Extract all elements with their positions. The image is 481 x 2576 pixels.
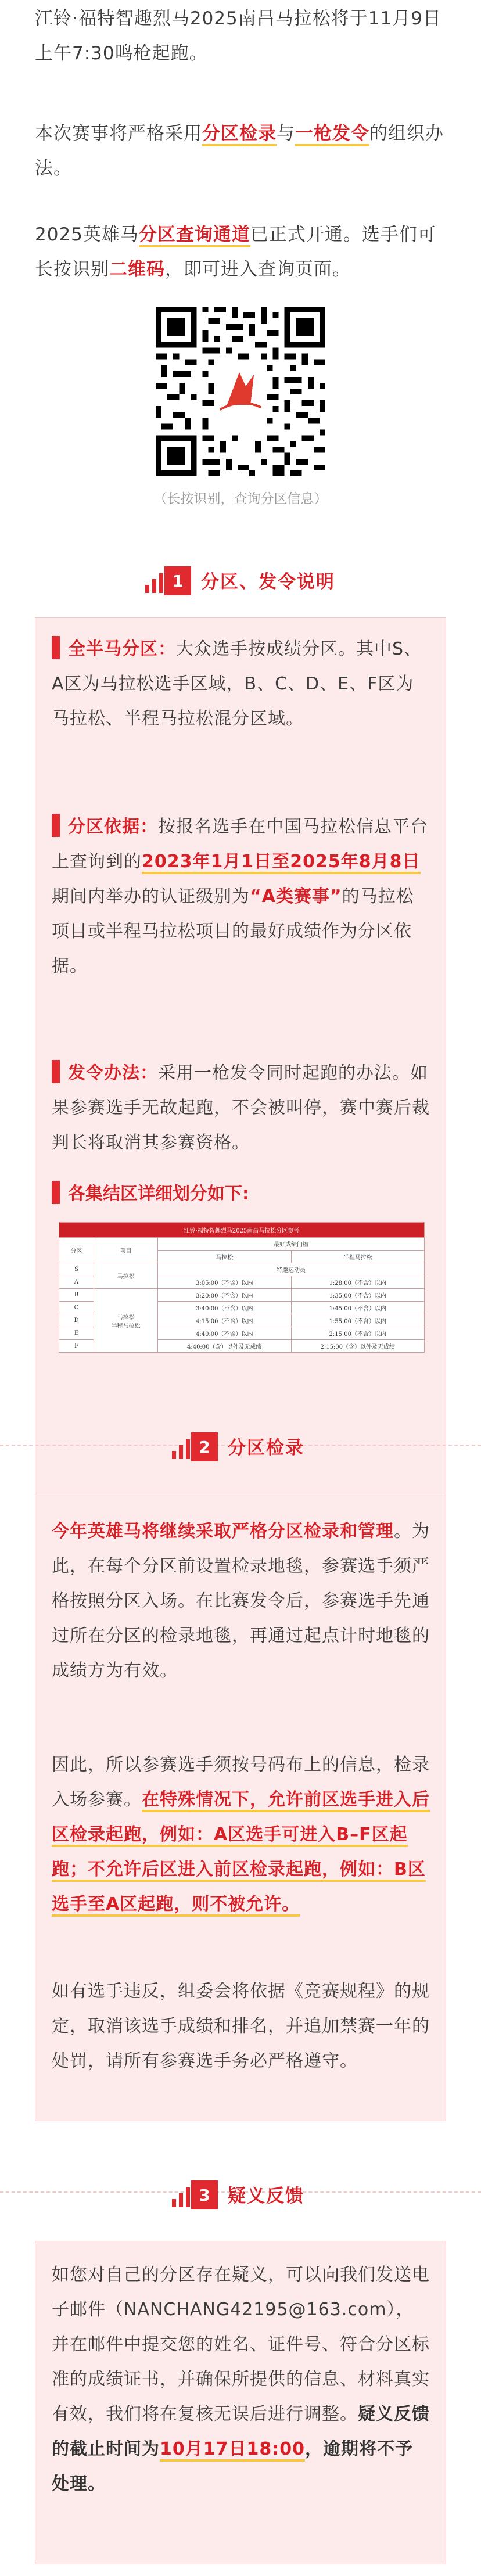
start-method-paragraph: 发令办法：采用一枪发令同时起跑的办法。如果参赛选手无故起跑，不会被叫停，赛中赛后裁判长将取消其参赛资格。 — [52, 1056, 430, 1161]
bullet-square — [52, 1181, 60, 1204]
section1-box — [35, 617, 446, 1558]
col-full: 马拉松 — [158, 1251, 292, 1263]
table-row: B 马拉松 半程马拉松 3:20:00（不含）以内 1:35:00（不含）以内 — [59, 1289, 425, 1302]
section2-header — [0, 1421, 481, 1467]
bars-icon — [172, 2187, 190, 2207]
section3-title: 疑义反馈 — [228, 2186, 304, 2207]
col-half: 半程马拉松 — [291, 1251, 425, 1263]
section1-number: 1 — [164, 566, 191, 595]
section1-title: 分区、发令说明 — [201, 572, 335, 592]
table-row: C 3:40:00（不含）以内 1:45:00（不含）以内 — [59, 1302, 425, 1314]
keyword-qrcode: 二维码 — [109, 259, 165, 280]
checkin-paragraph2: 因此，所以参赛选手须按号码布上的信息，检录入场参赛。在特殊情况下，允许前区选手进入后区检录起跑，例如：A区选手可进入B–F区起跑；不允许后区进入前区检录起跑，例如：B区选手至A区起跑，则不被允许。 — [52, 1748, 430, 1922]
bullet-square — [52, 636, 60, 659]
checkin-paragraph1: 今年英雄马将继续采取严格分区检录和管理。为此，在每个分区前设置检录地毯，参赛选手须严格按照分区入场。在比赛发令后，参赛选手先通过所在分区的检录地毯，再通过起点计时地毯的成绩方为有效。 — [52, 1521, 430, 1681]
grade-label: “A类赛事” — [250, 886, 342, 907]
bullet-square — [52, 814, 60, 837]
bars-icon — [172, 1439, 190, 1459]
section2-number: 2 — [191, 1432, 218, 1461]
table-title: 各集结区详细划分如下: — [52, 1179, 249, 1205]
special-case-rule: 在特殊情况下，允许前区选手进入后区检录起跑，例如：A区选手可进入B–F区起跑；不允许后区进入前区检录起跑，例如：B区选手至A区起跑，则不被允许。 — [52, 1790, 430, 1917]
zone-table — [59, 1222, 425, 1353]
intro-line1: 江铃·福特智趣烈马2025南昌马拉松将于11月9日上午7:30鸣枪起跑。 — [35, 8, 441, 64]
section2-box — [35, 1493, 446, 2121]
table-row: A 3:05:00（不含）以内 1:28:00（不含）以内 — [59, 1276, 425, 1289]
qrcode-image — [156, 307, 325, 476]
section3-number: 3 — [191, 2180, 218, 2209]
bars-icon — [145, 573, 163, 593]
checkin-paragraph3: 如有选手违反，组委会将依据《竞赛规程》的规定，取消该选手成绩和排名，并追加禁赛一年的处罚，请所有参赛选手务必严格遵守。 — [52, 1981, 430, 2071]
table-row: S 马拉松 特邀运动员 — [59, 1263, 425, 1276]
table-row: D 4:15:00（不含）以内 1:55:00（不含）以内 — [59, 1314, 425, 1327]
intro-paragraph2: 本次赛事将严格采用分区检录与一枪发令的组织办法。 — [35, 123, 444, 179]
intro-paragraph3: 2025英雄马分区查询通道已正式开通。选手们可长按识别二维码，即可进入查询页面。 — [35, 224, 436, 280]
section1-header — [0, 555, 481, 601]
keyword-query-channel: 分区查询通道 — [139, 224, 250, 247]
basis-date-range: 2023年1月1日至2025年8月8日 — [142, 852, 421, 874]
section3-box — [35, 2241, 446, 2564]
query-qrcode[interactable] — [156, 307, 325, 476]
col-zone: 分区 — [59, 1238, 94, 1263]
feedback-deadline: 10月17日18:00 — [160, 2439, 305, 2462]
qrcode-caption: （长按识别，查询分区信息） — [153, 491, 328, 506]
feedback-paragraph: 如您对自己的分区存在疑义，可以向我们发送电子邮件（NANCHANG42195@163.com），并在邮件中提交您的姓名、证件号、符合分区标准的成绩证书，并确保所提供的信息、材料真实有效，我们将在复核无误后进行调整。疑义反馈的截止时间为10月17日18:00，逾期将不予处理。 — [52, 2265, 430, 2494]
table-caption: 江铃·福特智趣烈马2025南昌马拉松分区参考 — [59, 1223, 425, 1238]
zoning-paragraph: 全半马分区：大众选手按成绩分区。其中S、A区为马拉松选手区域，B、C、D、E、F区为马拉松、半程马拉松混分区域。 — [52, 632, 430, 736]
table-row: F 4:40:00（含）以外及无成绩 2:15:00（含）以外及无成绩 — [59, 1340, 425, 1353]
bullet-square — [52, 1060, 60, 1083]
basis-paragraph: 分区依据：按报名选手在中国马拉松信息平台上查询到的2023年1月1日至2025年8月8日期间内举办的认证级别为“A类赛事”的马拉松项目或半程马拉松项目的最好成绩作为分区依据。 — [52, 810, 430, 984]
section3-header — [0, 2169, 481, 2215]
col-requirement: 最好成绩门槛 — [158, 1238, 425, 1251]
section2-title: 分区检录 — [228, 1438, 304, 1458]
col-item: 项目 — [94, 1238, 158, 1263]
keyword-single-gun: 一枪发令 — [295, 123, 369, 146]
table-row: E 4:40:00（不含）以内 2:15:00（不含）以内 — [59, 1327, 425, 1340]
keyword-zone-checkin: 分区检录 — [202, 123, 277, 146]
